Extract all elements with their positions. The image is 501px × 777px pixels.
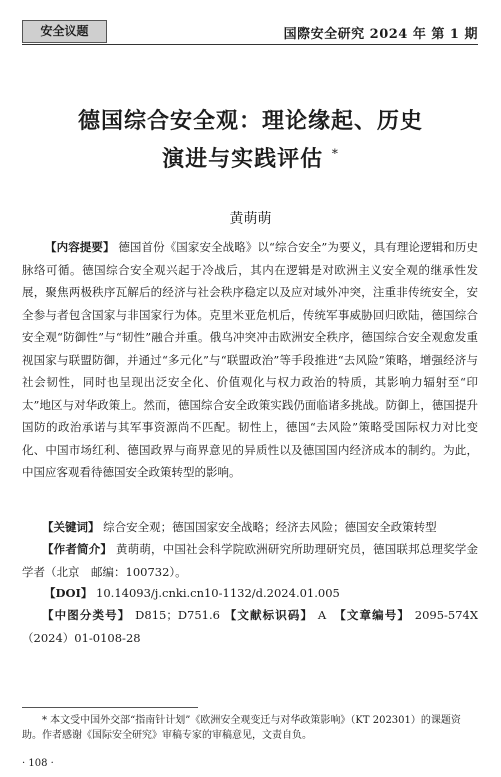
abstract-label: 【内容提要】 (45, 240, 115, 254)
article-no-label: 【文章编号】 (339, 608, 410, 622)
keywords (42, 516, 478, 539)
doi-text: 10.14093/j.cnki.cn10-1132/d.2024.01.005 (96, 586, 340, 600)
title-footnote-mark: * (331, 146, 339, 161)
abstract (22, 236, 478, 484)
running-header (22, 20, 478, 43)
abstract-text: 德国首份《国家安全战略》以“综合安全”为要义，具有理论逻辑和历史脉络可循。德国综合安全观兴起于冷战后，其内在逻辑是对欧洲主义安全观的继承性发展，聚焦两极秩序瓦解后的经济与社会秩序稳定以及应对域外冲突，注重非传统安全，安全参与者包含国家与非国家行为体。克里米亚危机后，传统军事威胁回归欧陆，德国综合安全观“防御性”与“韧性”融合并重。俄乌冲突冲击欧洲安全秩序，德国综合安全观愈发重视国家与联盟防御，并通过“多元化”与“联盟政治”等手段推进“去风险”策略，增强经济与社会韧性，同时也呈现出泛安全化、价值观化与权力政治的特质，其影响力辐射至“印太”地区与对华政策上。然而，德国综合安全政策实践仍面临诸多挑战。防御上，德国提升国防的政治承诺与其军事资源尚不匹配。韧性上，德国“去风险”策略受国际权力对比变化、中国市场红利、德国政界与商界意见的异质性以及德国国内经济成本的制约。为此，中国应客观看待德国安全政策转型的影响。 (22, 240, 479, 479)
page-number: · 108 · (22, 758, 54, 769)
article-no: 2095-574X（2024）01-0108-28 (22, 608, 479, 645)
article-title-line-2: 演进与实践评估 * (162, 146, 339, 172)
doi-label: 【DOI】 (44, 586, 93, 600)
journal-issue: 国際安全研究 2024 年 第 1 期 (283, 27, 478, 42)
classification (22, 604, 478, 649)
author-info (22, 538, 478, 583)
header-rule (22, 44, 478, 45)
doc-code: A (317, 608, 327, 622)
keywords-text: 综合安全观；德国国家安全战略；经济去风险；德国安全政策转型 (103, 520, 437, 534)
author-info-text: 黄萌萌，中国社会科学院欧洲研究所助理研究员，德国联邦总理奖学金学者（北京 邮编：100732）。 (22, 542, 478, 579)
footnote-rule (22, 707, 198, 708)
doi (44, 582, 478, 605)
author-info-label: 【作者简介】 (42, 542, 113, 556)
article-title-line-1: 德国综合安全观：理论缘起、历史 (77, 108, 423, 134)
class-label: 【中图分类号】 (42, 608, 131, 622)
keywords-label: 【关键词】 (42, 520, 100, 534)
class-value: D815；D751.6 (135, 608, 220, 622)
section-tag: 安全议题 (22, 20, 107, 43)
article-author: 黄萌萌 (229, 211, 272, 227)
doc-code-label: 【文献标识码】 (224, 608, 314, 622)
footnote: * 本文受中国外交部“指南针计划”《欧洲安全观变迁与对华政策影响》（KT 202301）的课题资助。作者感谢《国际安全研究》审稿专家的审稿意见，文责自负。 (22, 715, 461, 741)
